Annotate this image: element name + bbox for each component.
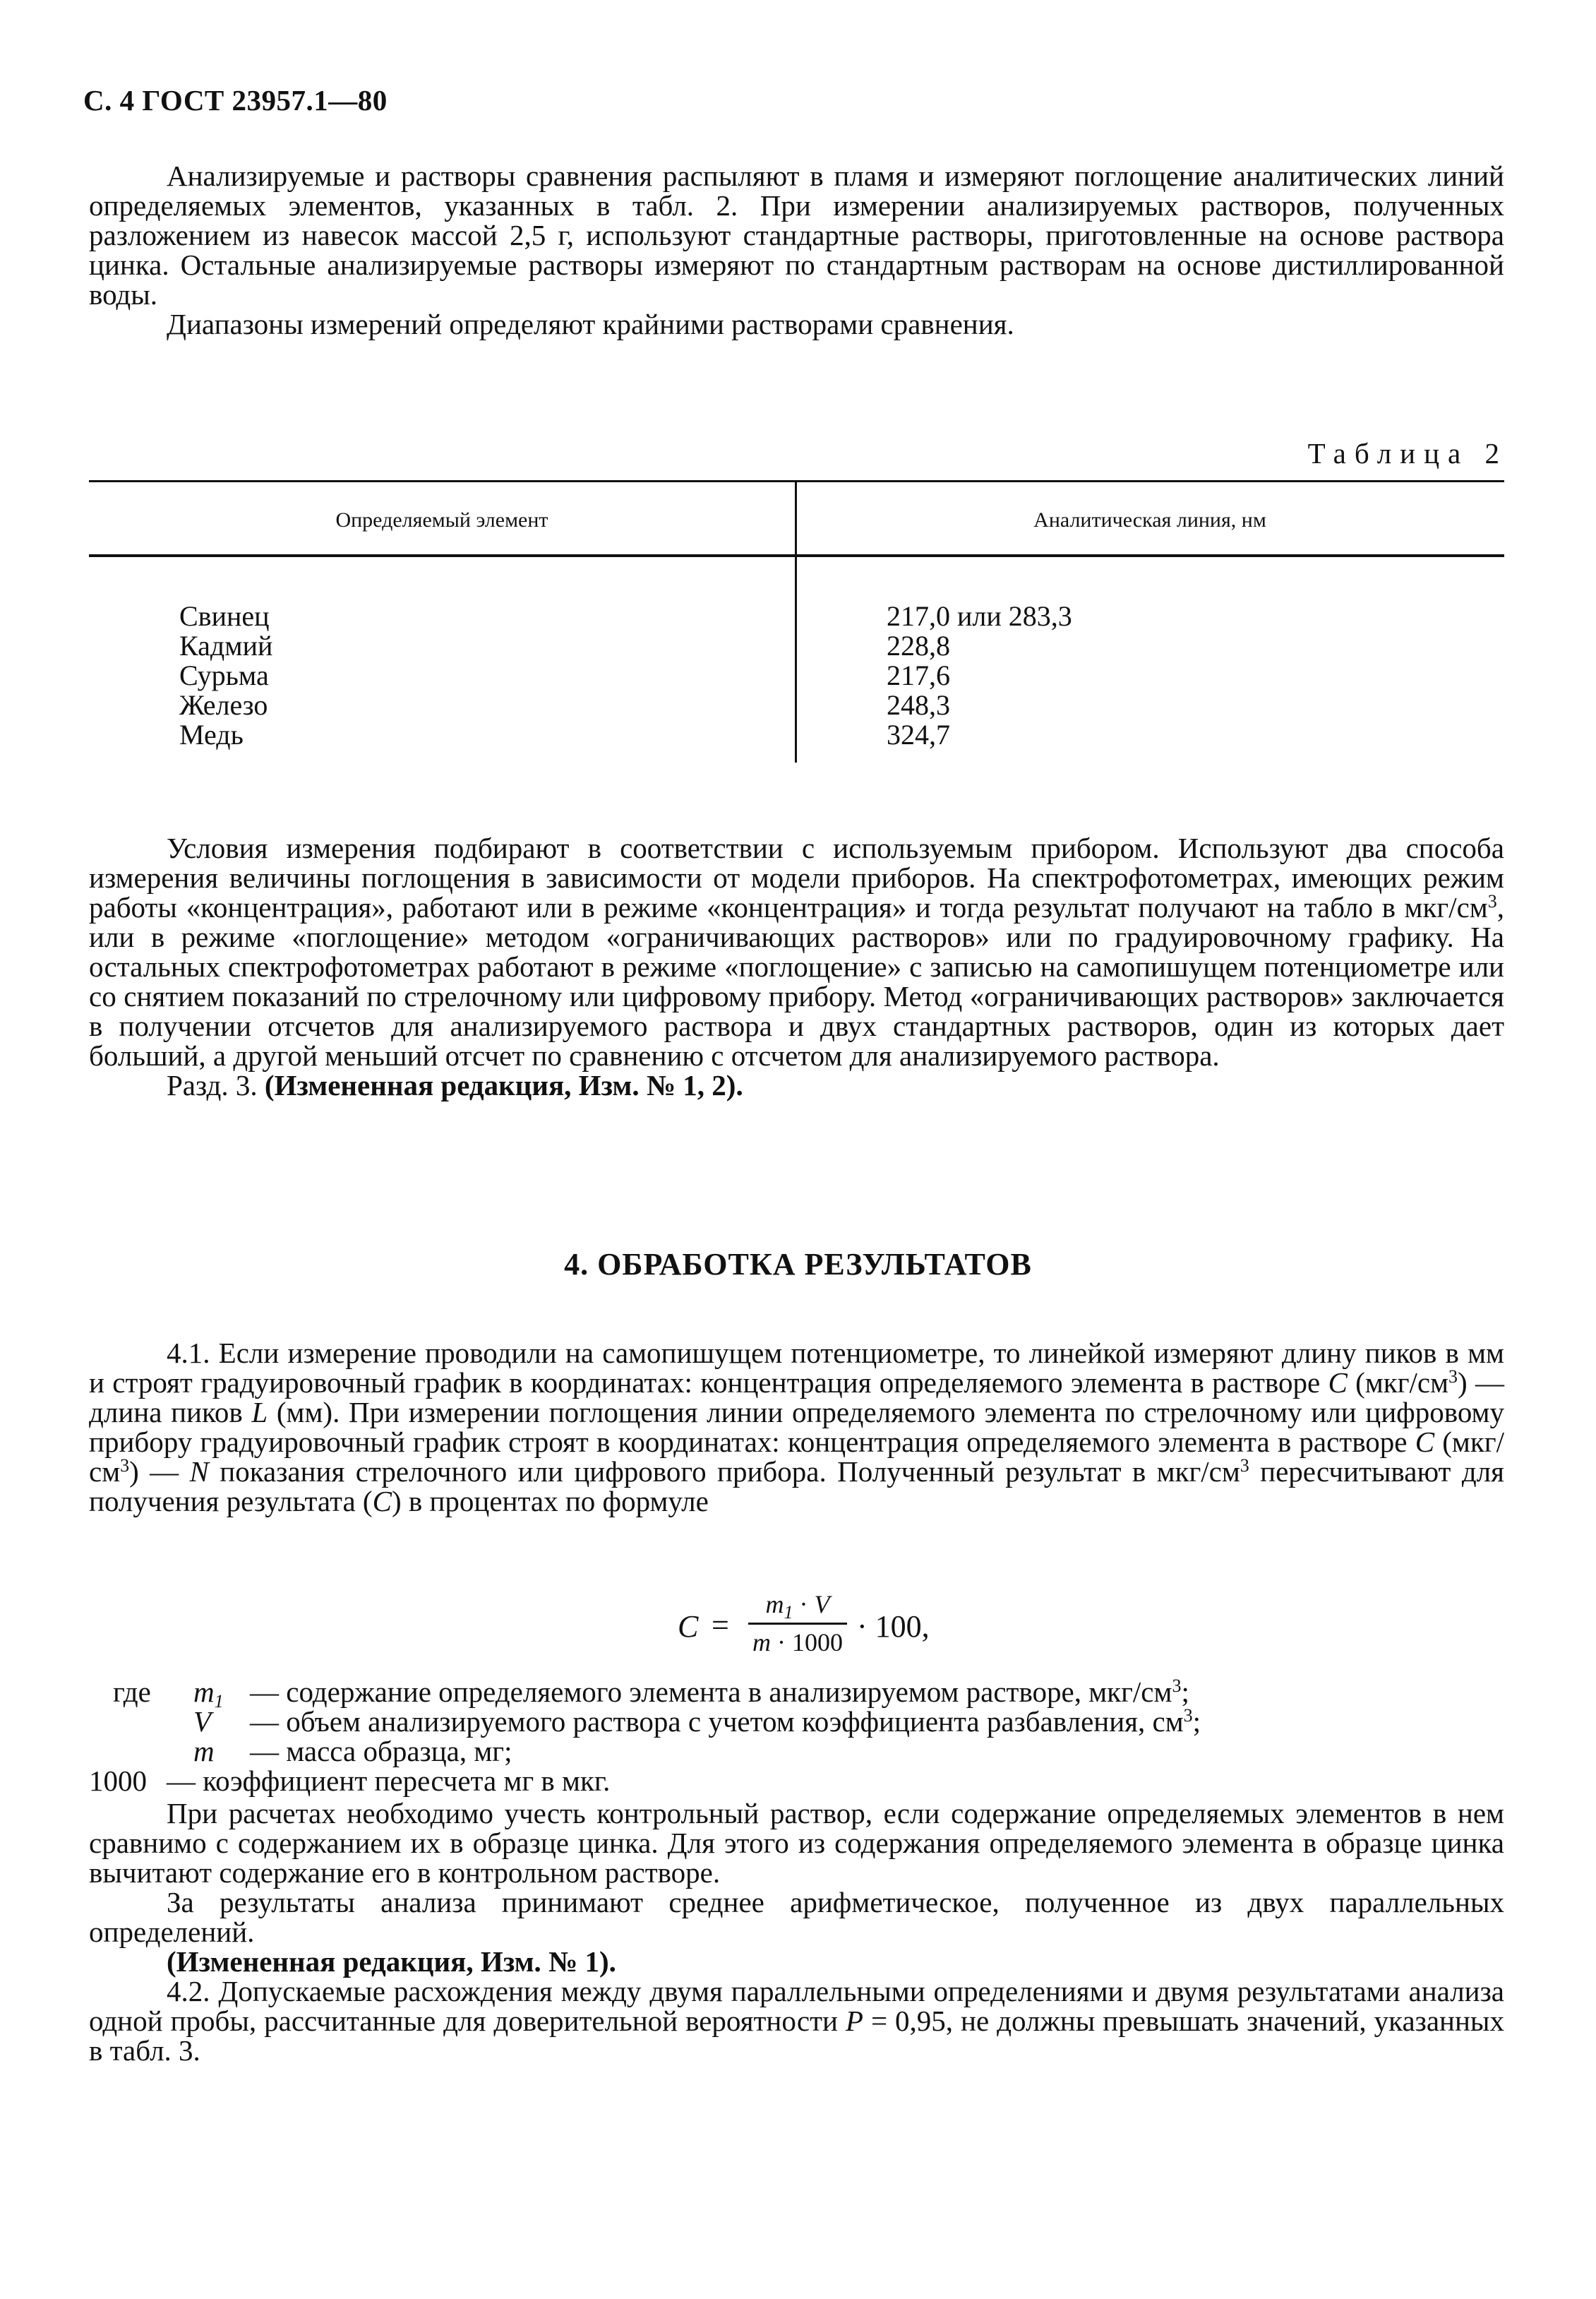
formula-denominator: m · 1000 [752, 1628, 843, 1656]
table-cell-element: Свинец [179, 600, 270, 632]
paragraph-4-2: 4.2. Допускаемые расхождения между двумя параллельными определениями и двумя результатами анализа одной пробы, рассчитанные для доверительной вероятности P = 0,95, не должны превышать значений, указанных в табл. 3. [89, 1975, 1504, 2067]
fraction-bar [748, 1623, 847, 1625]
intro-text [89, 161, 1504, 339]
formula-lhs: C [678, 1609, 699, 1644]
conditions-paragraph: Условия измерения подбирают в соответствии с используемым прибором. Используют два способа измерения величины поглощения в зависимости от модели приборов. На спектрофотометрах, имеющих режим работы «концентрация», работают или в режиме «концентрация» и тогда результат получают на табло в мкг/$см^3$, или в режиме «поглощение» методом «ограничивающих растворов» или по градуировочному графику. На остальных спектрофотометрах работают в режиме «поглощение» с записью на самопишущем потенциометре или со снятием показаний по стрелочному или цифровому прибору. Метод «ограничивающих растворов» заключается в получении отсчетов для анализируемого раствора и двух стандартных растворов, один из которых дает больший, а другой меньший отсчет по сравнению с отсчетом для анализируемого раствора. [89, 832, 1504, 1072]
definitions-where: где [113, 1676, 151, 1708]
definition-text: — содержание определяемого элемента в анализируемом растворе, мкг/$см^3$; [250, 1676, 1189, 1708]
table-header-element: Определяемый элемент [335, 508, 548, 532]
definition-row [89, 1676, 1504, 1712]
table-header-line: Аналитическая линия, нм [1033, 508, 1266, 532]
table-cell-line: 217,6 [887, 659, 950, 691]
formula-fraction [748, 1589, 847, 1657]
table-cell-element: Медь [179, 719, 244, 751]
table-cell-element: Железо [179, 689, 268, 721]
closing-text [89, 1798, 1504, 2065]
formula-definitions [89, 1677, 1504, 1796]
definition-symbol: V [193, 1705, 212, 1738]
definition-text: — коэффициент пересчета мг в мкг. [167, 1764, 611, 1797]
table-2 [89, 480, 1504, 763]
control-solution-paragraph: При расчетах необходимо учесть контрольный раствор, если содержание определяемых элементов в нем сравнимо с содержанием их в образце цинка. Для этого из содержания определяемого элемента в образце цинка вычитают содержание его в контрольном растворе. [89, 1797, 1504, 1889]
page-header: С. 4 ГОСТ 23957.1—80 [83, 84, 388, 117]
conditions-text [89, 833, 1504, 1100]
definition-row [89, 1766, 1504, 1796]
intro-paragraph: Анализируемые и растворы сравнения распыляют в пламя и измеряют поглощение аналитических линий определяемых элементов, указанных в табл. 2. При измерении анализируемых растворов, полученных разложением из навесок массой 2,5 г, используют стандартные растворы, приготовленные на основе раствора цинка. Остальные анализируемые растворы измеряют по стандартным растворам на основе дистиллированной воды. [89, 160, 1504, 311]
definition-text: — масса образца, мг; [250, 1735, 512, 1767]
definition-symbol: $m_1$ [193, 1676, 224, 1712]
section-4-1 [89, 1338, 1504, 1516]
formula-multiplier: · 100, [857, 1609, 930, 1644]
table-cell-line: 324,7 [887, 719, 950, 751]
mean-result-paragraph: За результаты анализа принимают среднее арифметическое, полученное из двух параллельных определений. [89, 1886, 1504, 1948]
formula-equals: = [712, 1608, 729, 1642]
table-cell-element: Кадмий [179, 630, 273, 662]
table-cell-element: Сурьма [179, 659, 269, 691]
definition-row [89, 1707, 1504, 1736]
table-2-caption: Таблица 2 [1307, 437, 1508, 470]
section-4-1-amendment: (Измененная редакция, Изм. № 1). [167, 1945, 616, 1978]
definition-symbol: 1000 [89, 1764, 147, 1797]
table-column-elements [179, 602, 272, 750]
definition-symbol: m [193, 1735, 215, 1767]
table-cell-line: 248,3 [887, 689, 950, 721]
definition-row [89, 1736, 1504, 1766]
section-4-title: 4. ОБРАБОТКА РЕЗУЛЬТАТОВ [564, 1247, 1032, 1282]
table-cell-line: 228,8 [887, 630, 950, 662]
paragraph-4-1: 4.1. Если измерение проводили на самопишущем потенциометре, то линейкой измеряют длину пиков в мм и строят градуировочный график в координатах: концентрация определяемого элемента в растворе C $(мкг/см^3)$ — длина пиков L (мм). При измерении поглощения линии определяемого элемента по стрелочному или цифровому прибору градуировочный график строят в координатах: концентрация определяемого элемента в растворе C $(мкг/см^3)$ — N показания стрелочного или цифрового прибора. Полученный результат в мкг/$см^3$ пересчитывают для получения результата (C) в процентах по формуле [89, 1337, 1505, 1517]
table-cell-line: 217,0 или 283,3 [887, 600, 1072, 632]
table-column-lines [887, 602, 1072, 750]
definition-text: — объем анализируемого раствора с учетом коэффициента разбавления, $см^3$; [250, 1705, 1201, 1738]
section-3-amendment: Разд. 3. (Измененная редакция, Изм. № 1, 2). [167, 1069, 743, 1101]
formula-numerator: $m_1 \cdot V$ [765, 1590, 830, 1623]
measurement-range-paragraph: Диапазоны измерений определяют крайними растворами сравнения. [167, 308, 1014, 340]
